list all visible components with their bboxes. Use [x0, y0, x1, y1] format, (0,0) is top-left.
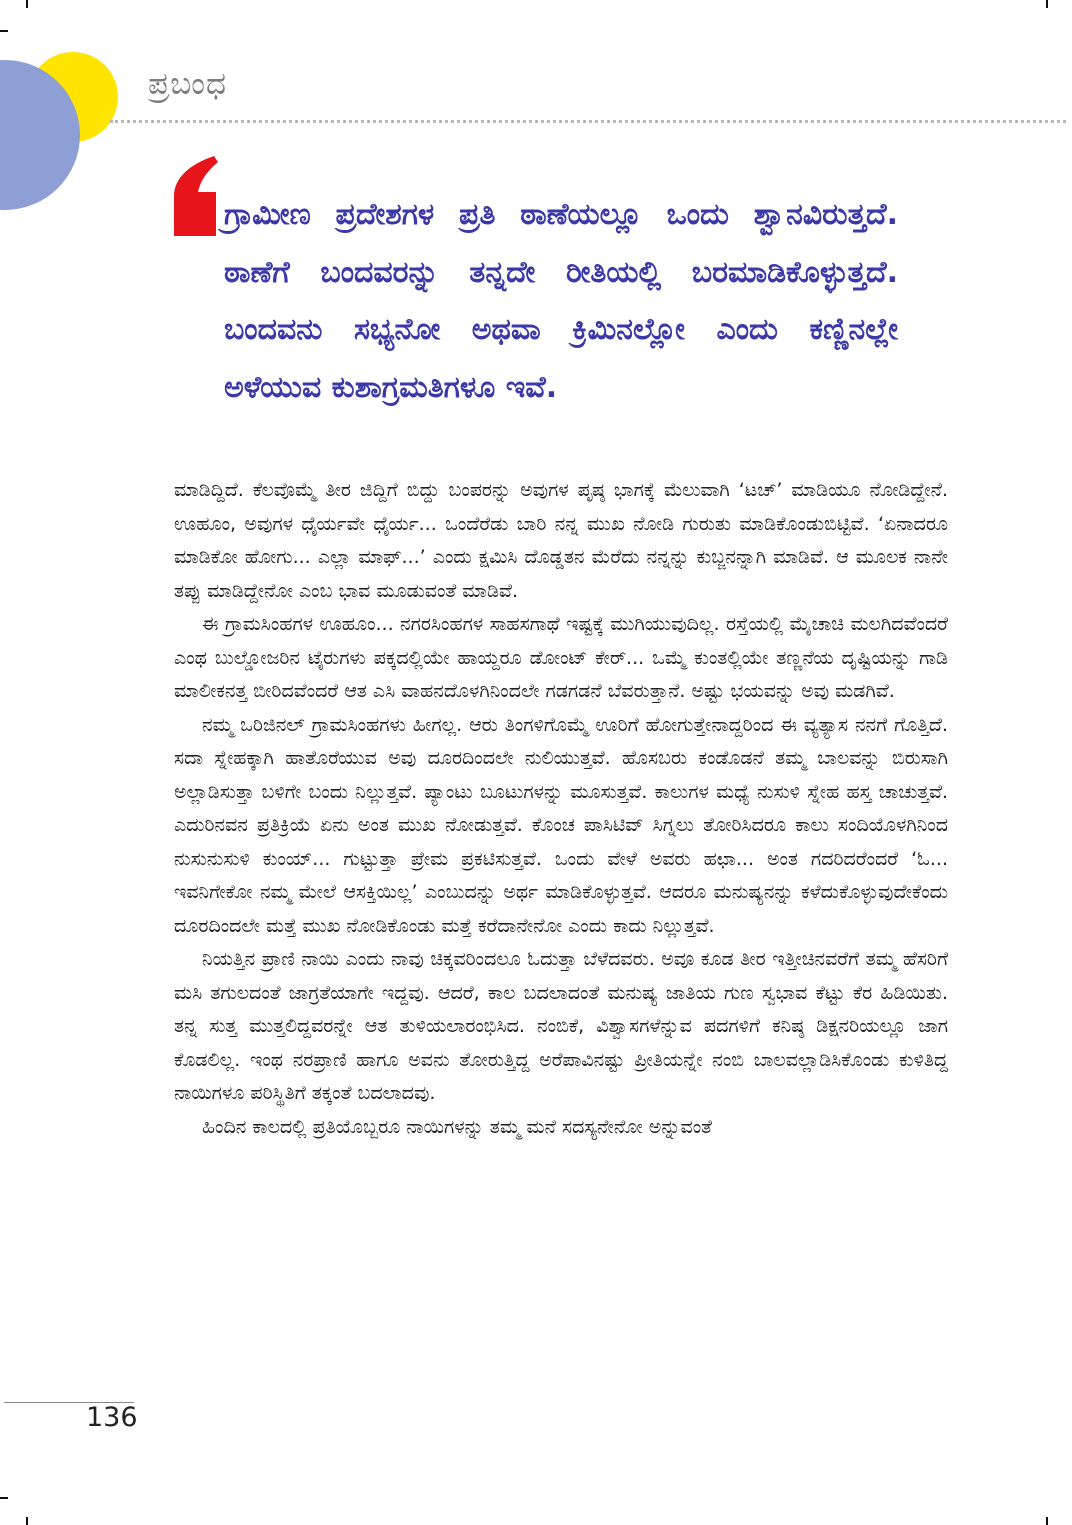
body-paragraph: ನಮ್ಮ ಒರಿಜಿನಲ್ ಗ್ರಾಮಸಿಂಹಗಳು ಹೀಗಲ್ಲ. ಆರು ತಿಂಗಳಿಗೊಮ್ಮೆ ಊರಿಗೆ ಹೋಗುತ್ತೇನಾದ್ದರಿಂದ ಈ ವ್ಯತ್ಯಾಸ ನನಗೆ ಗೊತ್ತಿದೆ. ಸದಾ ಸ್ನೇಹಕ್ಕಾಗಿ ಹಾತೊರೆಯುವ ಅವು ದೂರದಿಂದಲೇ ನುಲಿಯುತ್ತವೆ. ಹೊಸಬರು ಕಂಡೊಡನೆ ತಮ್ಮ ಬಾಲವನ್ನು ಬಿರುಸಾಗಿ ಅಲ್ಲಾಡಿಸುತ್ತಾ ಬಳಿಗೇ ಬಂದು ನಿಲ್ಲುತ್ತವೆ. ಪ್ಯಾಂಟು ಬೂಟುಗಳನ್ನು ಮೂಸುತ್ತವೆ. ಕಾಲುಗಳ ಮಧ್ಯೆ ನುಸುಳಿ ಸ್ನೇಹ ಹಸ್ತ ಚಾಚುತ್ತವೆ. ಎದುರಿನವನ ಪ್ರತಿಕ್ರಿಯೆ ಏನು ಅಂತ ಮುಖ ನೋಡುತ್ತವೆ. ಕೊಂಚ ಪಾಸಿಟಿವ್ ಸಿಗ್ನಲು ತೋರಿಸಿದರೂ ಕಾಲು ಸಂದಿಯೊಳಗಿನಿಂದ ನುಸುನುಸುಳಿ ಕುಂಯ್... ಗುಟ್ಟುತ್ತಾ ಪ್ರೇಮ ಪ್ರಕಟಿಸುತ್ತವೆ. ಒಂದು ವೇಳೆ ಅವರು ಹಛಾ... ಅಂತ ಗದರಿದರೆಂದರೆ ‘ಓ... ಇವನಿಗೇಕೋ ನಮ್ಮ ಮೇಲೆ ಆಸಕ್ತಿಯಿಲ್ಲ’ ಎಂಬುದನ್ನು ಅರ್ಥ ಮಾಡಿಕೊಳ್ಳುತ್ತವೆ. ಆದರೂ ಮನುಷ್ಯನನ್ನು ಕಳೆದುಕೊಳ್ಳುವುದೇಕೆಂದು ದೂರದಿಂದಲೇ ಮತ್ತೆ ಮುಖ ನೋಡಿಕೊಂಡು ಮತ್ತೆ ಕರೆದಾನೇನೋ ಎಂದು ಕಾದು ನಿಲ್ಲುತ್ತವೆ. [174, 713, 948, 937]
section-label: ಪ್ರಬಂಧ [148, 66, 227, 102]
body-paragraph: ಈ ಗ್ರಾಮಸಿಂಹಗಳ ಊಹೂಂ... ನಗರಸಿಂಹಗಳ ಸಾಹಸಗಾಥೆ ಇಷ್ಟಕ್ಕೆ ಮುಗಿಯುವುದಿಲ್ಲ. ರಸ್ತೆಯಲ್ಲಿ ಮೈಚಾಚಿ ಮಲಗಿದವೆಂದರೆ ಎಂಥ ಬುಲ್ಡೋಜರಿನ ಟೈರುಗಳು ಪಕ್ಕದಲ್ಲಿಯೇ ಹಾಯ್ದರೂ ಡೋಂಟ್ ಕೇರ್... ಒಮ್ಮೆ ಕುಂತಲ್ಲಿಯೇ ತಣ್ಣನೆಯ ದೃಷ್ಟಿಯನ್ನು ಗಾಡಿ ಮಾಲೀಕನತ್ತ ಬೀರಿದವೆಂದರೆ ಆತ ಎಸಿ ವಾಹನದೊಳಗಿನಿಂದಲೇ ಗಡಗಡನೆ ಬೆವರುತ್ತಾನೆ. ಅಷ್ಟು ಭಯವನ್ನು ಅವು ಮಡಗಿವೆ. [174, 613, 948, 702]
dotted-divider [110, 120, 1066, 123]
crop-mark-bottom-left [26, 1517, 28, 1525]
crop-mark-bottom-left-side [0, 1497, 8, 1499]
body-paragraph: ಮಾಡಿದ್ದಿದೆ. ಕೆಲವೊಮ್ಮೆ ತೀರ ಜಿದ್ದಿಗೆ ಬಿದ್ದು ಬಂಪರನ್ನು ಅವುಗಳ ಪೃಷ್ಠ ಭಾಗಕ್ಕೆ ಮೆಲುವಾಗಿ ‘ಟಚ್’ ಮಾಡಿಯೂ ನೋಡಿದ್ದೇನೆ. ಊಹೂಂ, ಅವುಗಳ ಧೈರ್ಯವೇ ಧೈರ್ಯ... ಒಂದೆರೆಡು ಬಾರಿ ನನ್ನ ಮುಖ ನೋಡಿ ಗುರುತು ಮಾಡಿಕೊಂಡುಬಿಟ್ಟಿವೆ. ‘ಏನಾದರೂ ಮಾಡಿಕೋ ಹೋಗು... ಎಲ್ಲಾ ಮಾಫ್...’ ಎಂದು ಕ್ಷಮಿಸಿ ದೊಡ್ಡತನ ಮೆರೆದು ನನ್ನನ್ನು ಕುಬ್ಜನನ್ನಾಗಿ ಮಾಡಿವೆ. ಆ ಮೂಲಕ ನಾನೇ ತಪ್ಪು ಮಾಡಿದ್ದೇನೋ ಎಂಬ ಭಾವ ಮೂಡುವಂತೆ ಮಾಡಿವೆ. [174, 479, 948, 602]
crop-mark-bottom-right [1046, 1517, 1048, 1525]
body-paragraph: ನಿಯತ್ತಿನ ಪ್ರಾಣಿ ನಾಯಿ ಎಂದು ನಾವು ಚಿಕ್ಕವರಿಂದಲೂ ಓದುತ್ತಾ ಬೆಳೆದವರು. ಅವೂ ಕೂಡ ತೀರ ಇತ್ತೀಚಿನವರೆಗೆ ತಮ್ಮ ಹೆಸರಿಗೆ ಮಸಿ ತಗುಲದಂತೆ ಜಾಗ್ರತೆಯಾಗೇ ಇದ್ದವು. ಆದರೆ, ಕಾಲ ಬದಲಾದಂತೆ ಮನುಷ್ಯ ಜಾತಿಯ ಗುಣ ಸ್ವಭಾವ ಕೆಟ್ಟು ಕೆರ ಹಿಡಿಯಿತು. ತನ್ನ ಸುತ್ತ ಮುತ್ತಲಿದ್ದವರನ್ನೇ ಆತ ತುಳಿಯಲಾರಂಭಿಸಿದ. ನಂಬಿಕೆ, ವಿಶ್ವಾಸಗಳೆನ್ನುವ ಪದಗಳಿಗೆ ಕನಿಷ್ಠ ಡಿಕ್ಷನರಿಯಲ್ಲೂ ಜಾಗ ಕೊಡಲಿಲ್ಲ. ಇಂಥ ನರಪ್ರಾಣಿ ಹಾಗೂ ಅವನು ತೋರುತ್ತಿದ್ದ ಅರೆಪಾವಿನಷ್ಟು ಪ್ರೀತಿಯನ್ನೇ ನಂಬಿ ಬಾಲವಲ್ಲಾಡಿಸಿಕೊಂಡು ಕುಳಿತಿದ್ದ ನಾಯಿಗಳೂ ಪರಿಸ್ಥಿತಿಗೆ ತಕ್ಕಂತೆ ಬದಲಾದವು. [174, 948, 948, 1104]
pull-quote: ಗ್ರಾಮೀಣ ಪ್ರದೇಶಗಳ ಪ್ರತಿ ಠಾಣೆಯಲ್ಲೂ ಒಂದು ಶ್ವಾನವಿರುತ್ತದೆ. ಠಾಣೆಗೆ ಬಂದವರನ್ನು ತನ್ನದೇ ರೀತಿಯಲ್ಲಿ ಬರಮಾಡಿಕೊಳ್ಳುತ್ತದೆ. ಬಂದವನು ಸಭ್ಯನೋ ಅಥವಾ ಕ್ರಿಮಿನಲ್ಲೋ ಎಂದು ಕಣ್ಣಿನಲ್ಲೇ ಅಳೆಯುವ ಕುಶಾಗ್ರಮತಿಗಳೂ ಇವೆ. [224, 197, 898, 405]
crop-mark-top-right [1046, 0, 1048, 8]
quote-mark-icon [170, 156, 218, 238]
article-body [174, 474, 948, 1144]
crop-mark-top-left [26, 0, 28, 8]
page-number: 136 [86, 1402, 138, 1433]
body-paragraph: ಹಿಂದಿನ ಕಾಲದಲ್ಲಿ ಪ್ರತಿಯೊಬ್ಬರೂ ನಾಯಿಗಳನ್ನು ತಮ್ಮ ಮನೆ ಸದಸ್ಯನೇನೋ ಅನ್ನುವಂತೆ [202, 1115, 712, 1138]
crop-mark-top-left-side [0, 30, 8, 32]
